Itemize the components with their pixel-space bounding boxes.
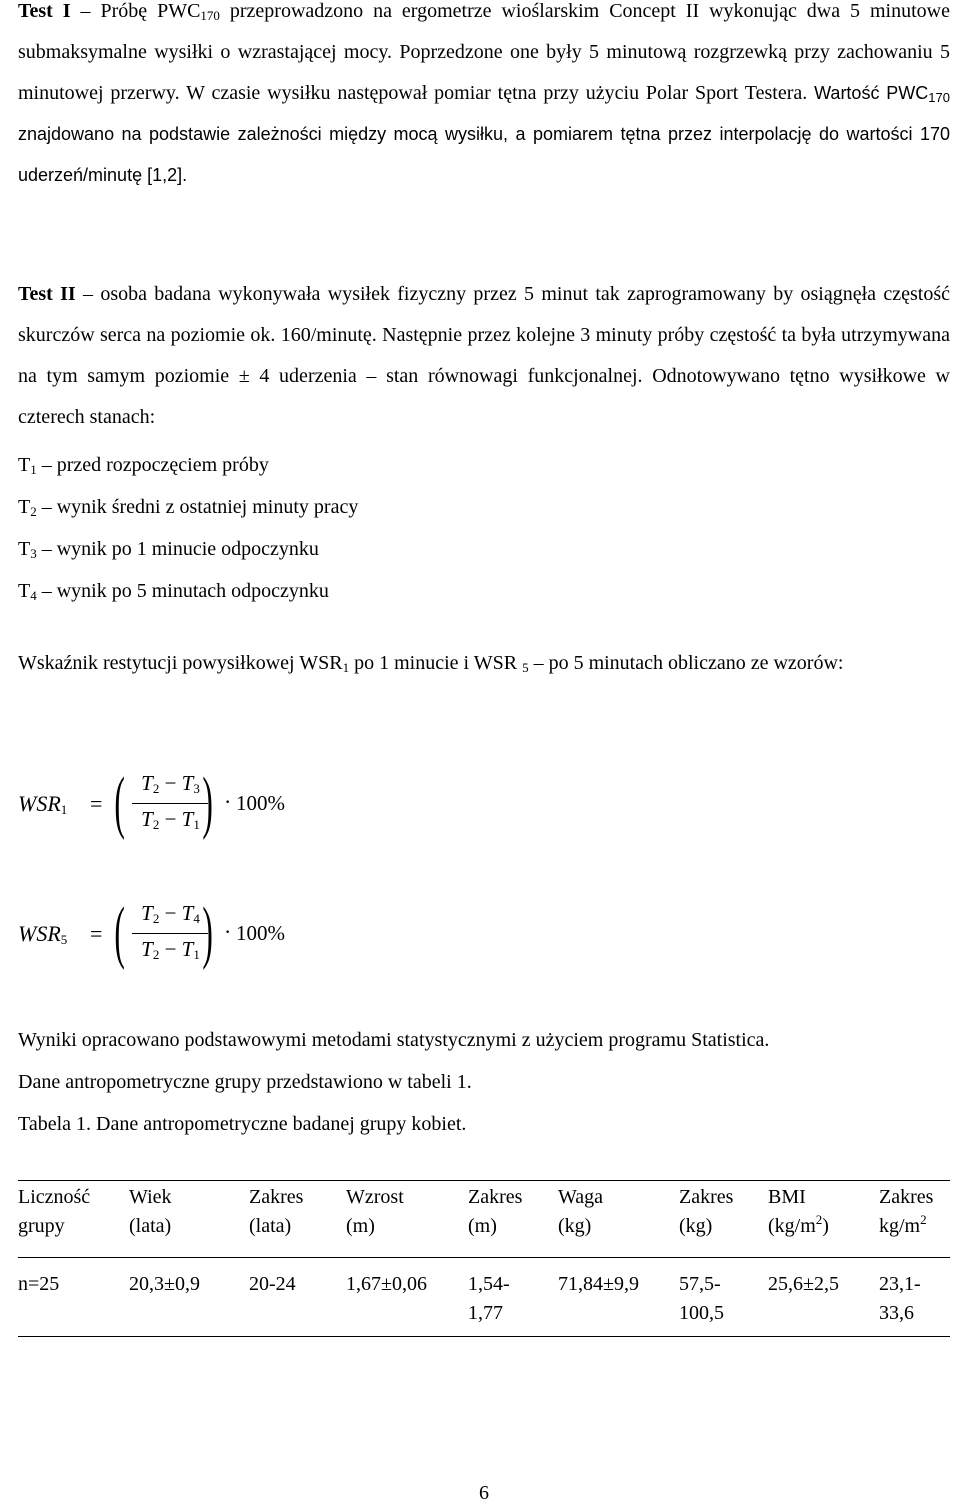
table-header-row xyxy=(18,1181,950,1258)
fraction-bar xyxy=(132,933,208,934)
anthropometric-table xyxy=(18,1180,950,1337)
paragraph-test-1 xyxy=(18,0,950,196)
fraction-bar xyxy=(132,803,208,804)
state-t2: $T_2$ – wynik średni z ostatniej minuty pracy xyxy=(18,496,359,519)
stats-sentence: Wyniki opracowano podstawowymi metodami statystycznymi z użyciem programu Statistica. xyxy=(18,1029,770,1051)
formula-numerator: $T_2 - T_4$ xyxy=(141,901,200,926)
test-2-label: Test II xyxy=(18,283,76,305)
table-header-cell: Zakres (lata) xyxy=(249,1181,346,1258)
test-1-text: Test I – Próbę $PWC_{170}$ przeprowadzono na ergometrze wioślarskim Concept II wykonując dwa 5 minutowe submaksymalne wysiłki o wzrastającej mocy. Poprzedzone one były 5 minutową rozgrzewką przy zachowaniu 5 minutowej przerwy. W czasie wysiłku następował pomiar tętna przy użyciu Polar Sport Testera. Wartość $PWC_{170}$ znajdowano na podstawie zależności między mocą wysiłku, a pomiarem tętna przez interpolację do wartości 170 uderzeń/minutę [1,2]. xyxy=(18,0,950,185)
table-row xyxy=(18,1258,950,1337)
table-cell: 1,67±0,06 xyxy=(346,1258,468,1337)
table-cell: 57,5- 100,5 xyxy=(679,1258,768,1337)
state-t1: $T_1$ – przed rozpoczęciem próby xyxy=(18,454,269,477)
right-paren: ) xyxy=(202,894,213,971)
left-paren: ( xyxy=(114,894,125,971)
table-header-cell: Zakres (kg) xyxy=(679,1181,768,1258)
table-header-cell: Liczność grupy xyxy=(18,1181,129,1258)
right-paren: ) xyxy=(202,764,213,841)
paragraph-wsr xyxy=(18,643,950,684)
table-header-cell: Zakres (m) xyxy=(468,1181,558,1258)
page-number: 6 xyxy=(479,1482,489,1504)
formula-wsr1: $WSR_1$ = ( $T_2 - T_3$ $T_2 - T_1$ ) · 100% xyxy=(18,764,285,841)
table-cell: 23,1- 33,6 xyxy=(879,1258,950,1337)
table-header-cell: BMI $(kg/m^2)$ xyxy=(768,1181,879,1258)
table-cell: n=25 xyxy=(18,1258,129,1337)
formula-denominator: $T_2 - T_1$ xyxy=(141,937,200,962)
table-cell: 71,84±9,9 xyxy=(558,1258,679,1337)
data-sentence: Dane antropometryczne grupy przedstawiono w tabeli 1. xyxy=(18,1071,472,1093)
left-paren: ( xyxy=(114,764,125,841)
formula-numerator: $T_2 - T_3$ xyxy=(141,771,200,796)
table-header-cell: Waga (kg) xyxy=(558,1181,679,1258)
formula-lhs: $WSR_1$ xyxy=(18,791,68,817)
table-header-cell: Zakres $kg/m^2$ xyxy=(879,1181,950,1258)
table-cell: 20,3±0,9 xyxy=(129,1258,249,1337)
table-cell: 25,6±2,5 xyxy=(768,1258,879,1337)
test-1-label: Test I xyxy=(18,0,71,22)
table-caption: Tabela 1. Dane antropometryczne badanej grupy kobiet. xyxy=(18,1113,467,1135)
wsr-text: Wskaźnik restytucji powysiłkowej $WSR_1$ po 1 minucie i WSR $_5$ – po 5 minutach obliczano ze wzorów: xyxy=(18,652,844,675)
formula-denominator: $T_2 - T_1$ xyxy=(141,807,200,832)
table-cell: 1,54- 1,77 xyxy=(468,1258,558,1337)
state-t4: $T_4$ – wynik po 5 minutach odpoczynku xyxy=(18,580,329,603)
formula-lhs: $WSR_5$ xyxy=(18,921,68,947)
table-header-cell: Wzrost (m) xyxy=(346,1181,468,1258)
state-t3: $T_3$ – wynik po 1 minucie odpoczynku xyxy=(18,538,319,561)
table-cell: 20-24 xyxy=(249,1258,346,1337)
paragraph-test-2 xyxy=(18,274,950,438)
formula-wsr5: $WSR_5$ = ( $T_2 - T_4$ $T_2 - T_1$ ) · 100% xyxy=(18,894,285,971)
table-header-cell: Wiek (lata) xyxy=(129,1181,249,1258)
test-2-text: Test II – osoba badana wykonywała wysiłek fizyczny przez 5 minut tak zaprogramowany by osiągnęła częstość skurczów serca na poziomie ok. 160/minutę. Następnie przez kolejne 3 minuty próby częstość ta była utrzymywana na tym samym poziomie ± 4 uderzenia – stan równowagi funkcjonalnej. Odnotowywano tętno wysiłkowe w czterech stanach: xyxy=(18,283,950,428)
